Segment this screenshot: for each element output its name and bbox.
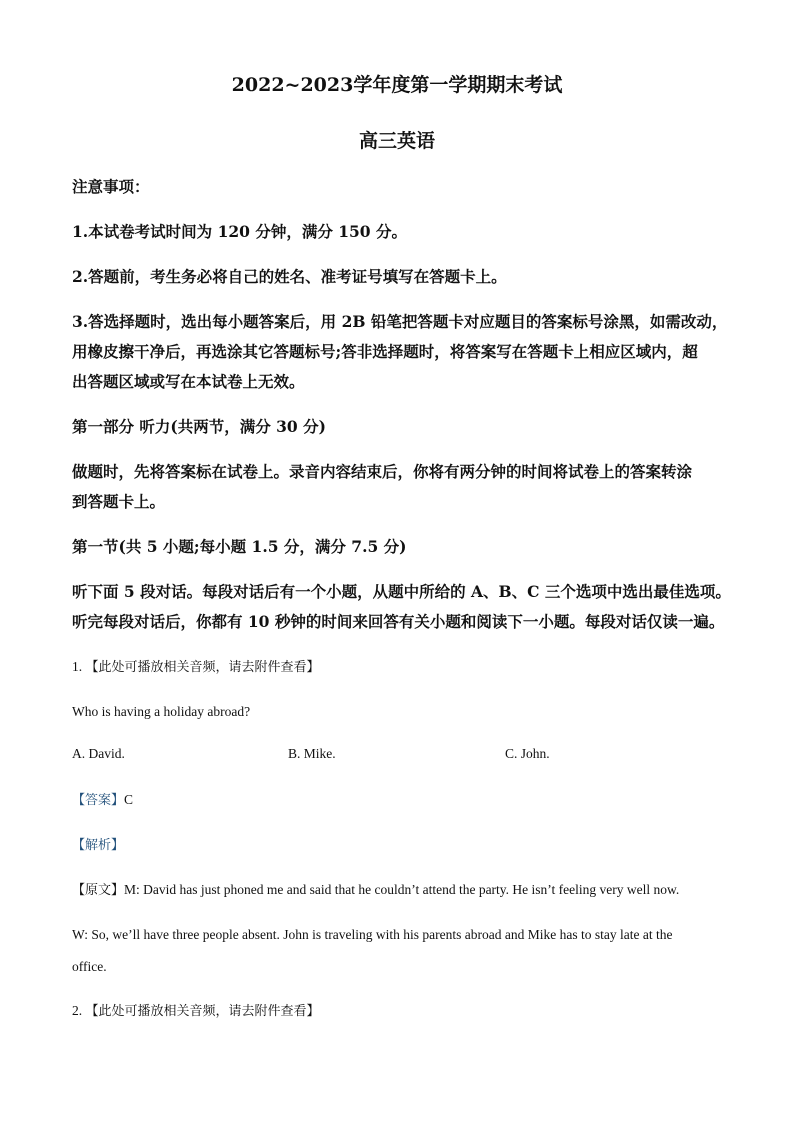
section1-heading: 第一节(共 5 小题;每小题 1.5 分，满分 7.5 分) [72, 537, 407, 556]
q1-audio-note[interactable]: 【此处可播放相关音频，请去附件查看】 [85, 660, 320, 675]
q1-answer [72, 790, 133, 811]
q1-question: Who is having a holiday abroad? [72, 704, 251, 719]
note-item-3-line-1: 3.答选择题时，选出每小题答案后，用 2B 铅笔把答题卡对应题目的答案标号涂黑，如需改动， [72, 312, 728, 331]
q1-option-b: B. Mike. [288, 746, 336, 761]
answer-value: C [124, 792, 134, 807]
original-label: 【原文】 [72, 883, 125, 898]
exam-title: 2022~2023学年度第一学期期末考试 [231, 74, 563, 96]
q2-number: 2. [72, 1003, 83, 1018]
q1-original-line-3: office. [72, 959, 107, 974]
original-text-1: M: David has just phoned me and said that he couldn’t attend the party. He isn’t feeling very well now. [124, 882, 680, 897]
q1-option-c: C. John. [505, 746, 550, 761]
note-item-3-line-3: 出答题区域或写在本试卷上无效。 [72, 372, 305, 391]
exam-subject: 高三英语 [358, 130, 435, 152]
answer-label: 【答案】 [72, 793, 125, 808]
part1-heading: 第一部分 听力(共两节，满分 30 分) [72, 417, 326, 436]
q1-number: 1. [72, 659, 83, 674]
q1-analysis [72, 835, 124, 856]
q1-original-line-2: W: So, we’ll have three people absent. John is traveling with his parents abroad and Mike has to stay late at the [72, 927, 673, 942]
notes-heading: 注意事项： [72, 177, 150, 196]
q2-audio-note[interactable]: 【此处可播放相关音频，请去附件查看】 [85, 1004, 320, 1019]
q1-header [72, 657, 320, 678]
analysis-label: 【解析】 [72, 838, 125, 853]
note-item-2: 2.答题前，考生务必将自己的姓名、准考证号填写在答题卡上。 [72, 267, 507, 286]
q2-header [72, 1001, 320, 1022]
note-item-3-line-2: 用橡皮擦干净后，再选涂其它答题标号;答非选择题时，将答案写在答题卡上相应区域内，超 [72, 342, 698, 361]
part1-instruction-line-2: 到答题卡上。 [72, 492, 166, 511]
section1-line-1: 听下面 5 段对话。每段对话后有一个小题，从题中所给的 A、B、C 三个选项中选出最佳选项。 [72, 582, 731, 601]
note-item-1: 1.本试卷考试时间为 120 分钟，满分 150 分。 [72, 222, 407, 241]
q1-original-line-1 [72, 880, 679, 901]
q1-option-a: A. David. [72, 746, 125, 761]
part1-instruction-line-1: 做题时，先将答案标在试卷上。录音内容结束后，你将有两分钟的时间将试卷上的答案转涂 [72, 462, 693, 481]
section1-line-2: 听完每段对话后，你都有 10 秒钟的时间来回答有关小题和阅读下一小题。每段对话仅读一遍。 [72, 612, 725, 631]
